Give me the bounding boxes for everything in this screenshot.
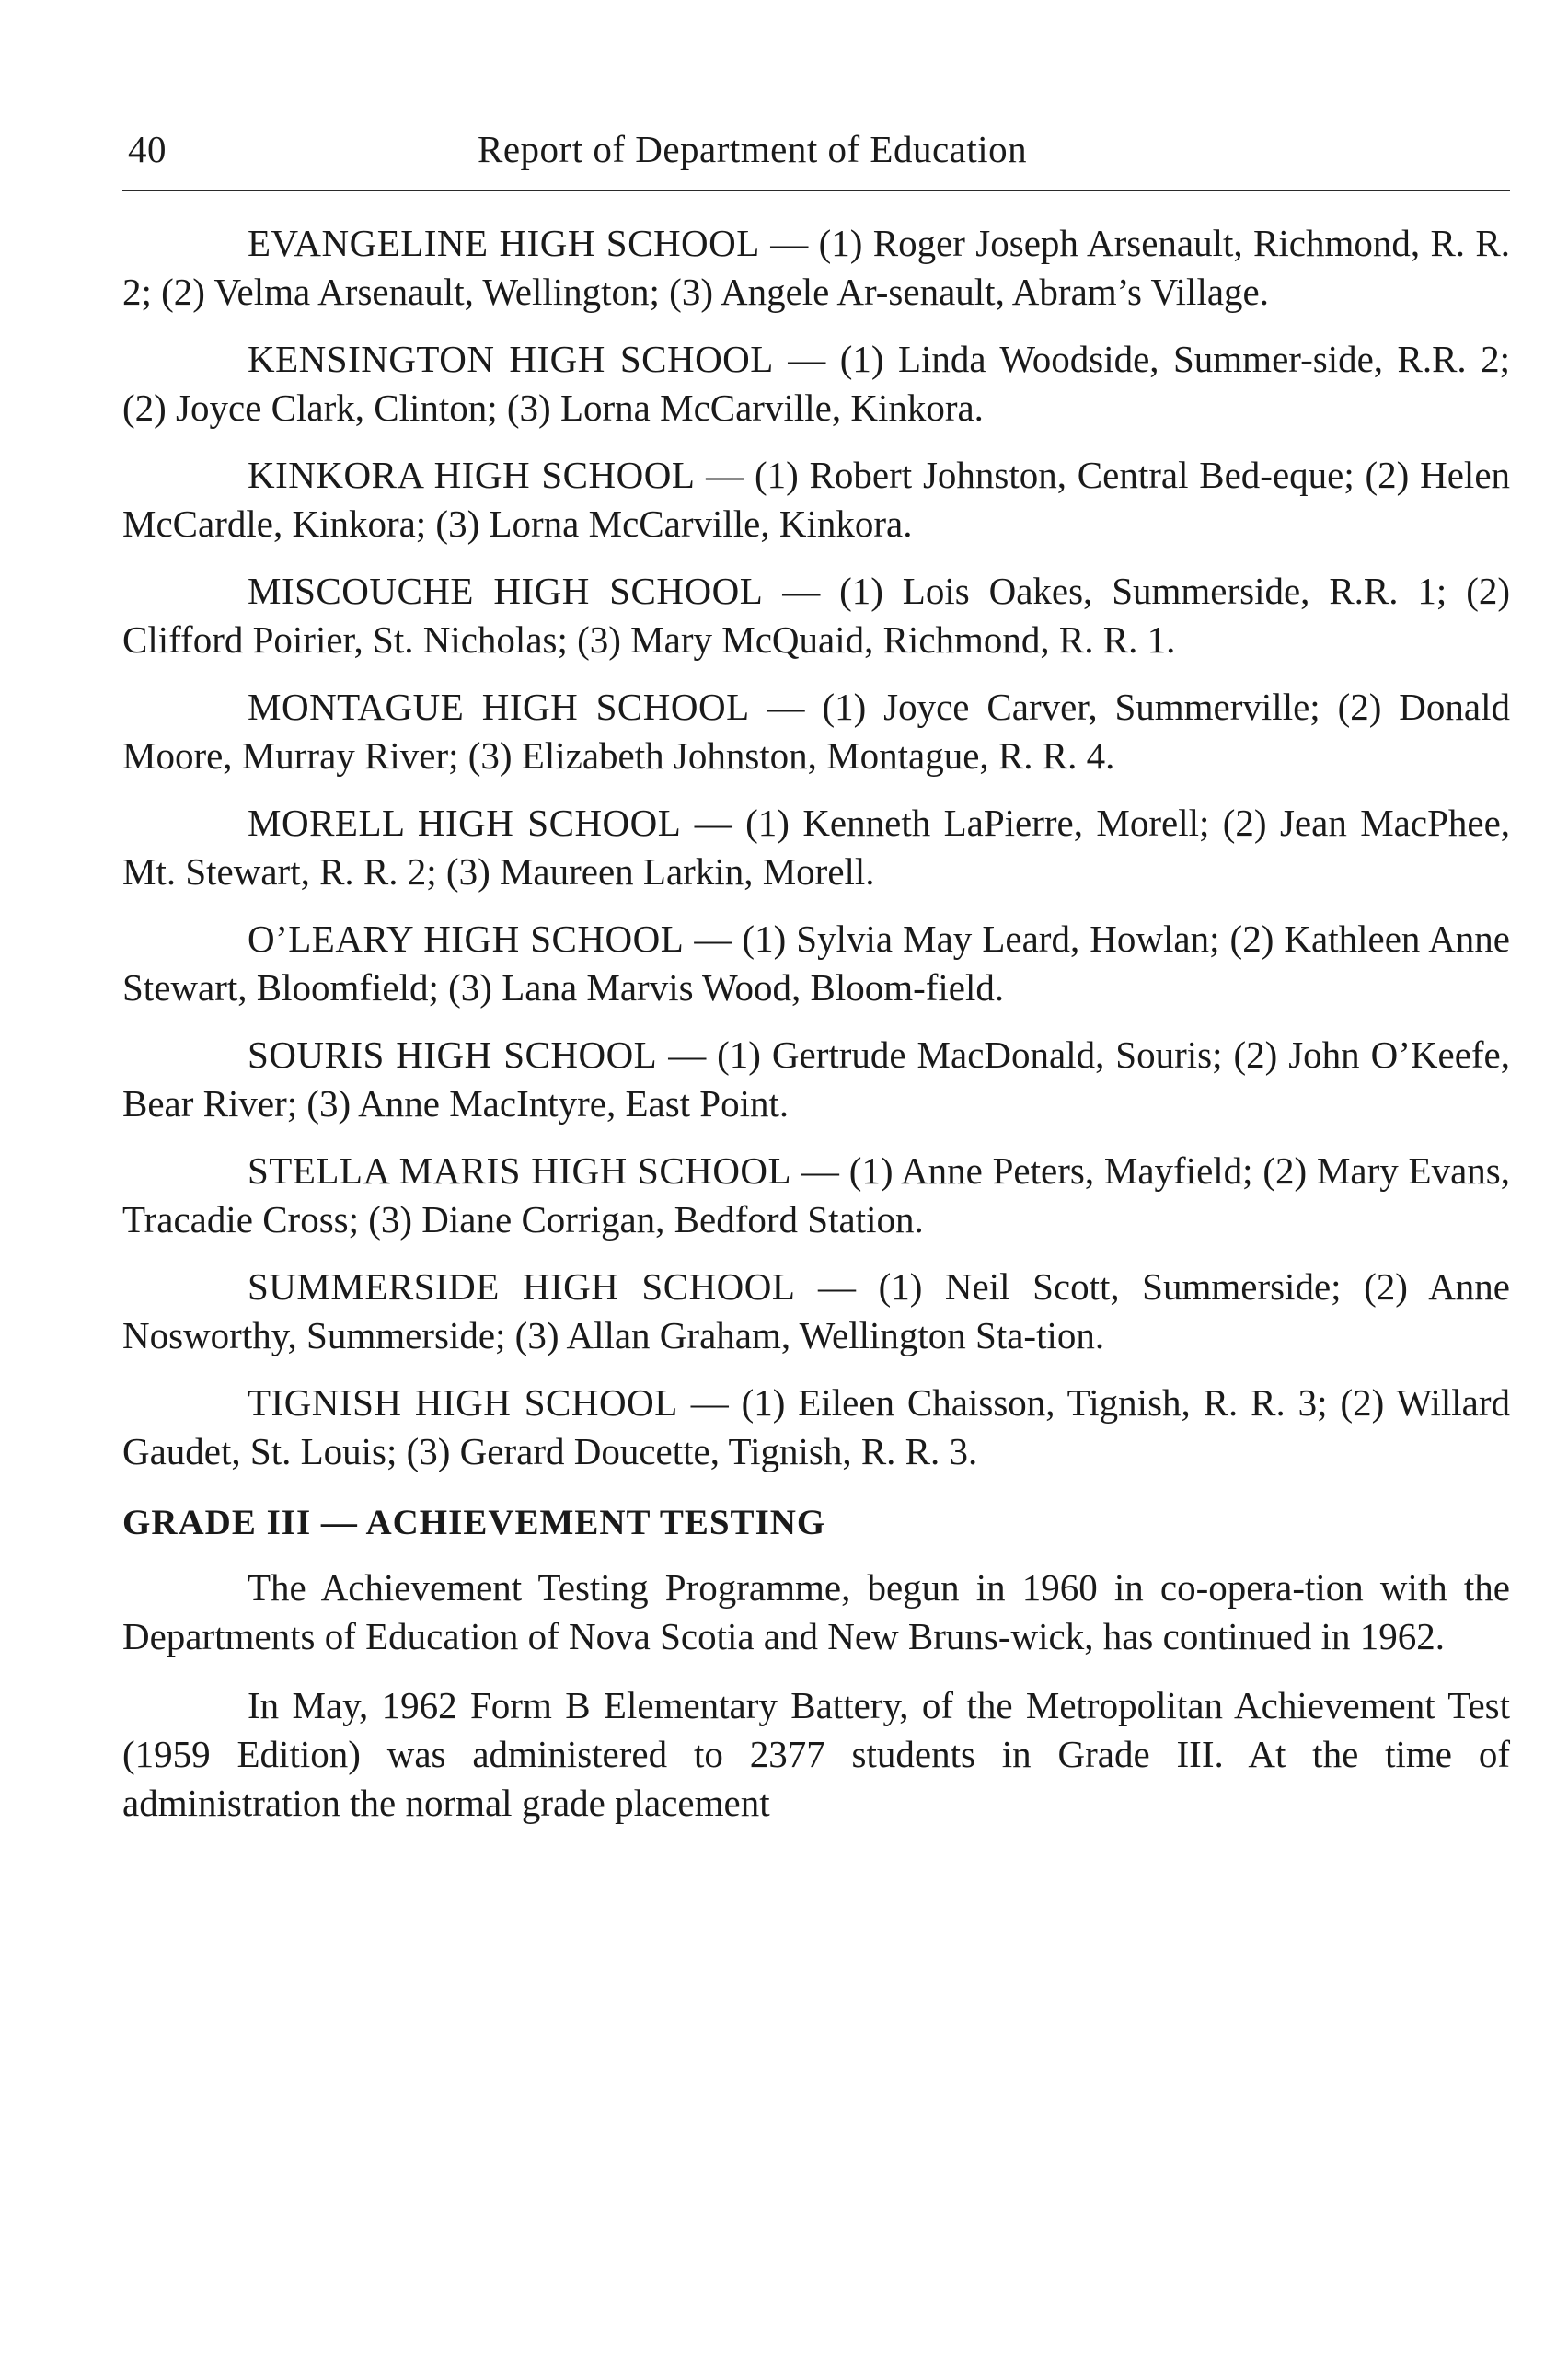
school-list [122,219,1510,1476]
em-dash: — [690,1381,729,1424]
award-list: (1) Lois Oakes, Summerside, R.R. 1; (2) Clifford Poirier, St. Nicholas; (3) Mary McQuaid, Richmond, R. R. 1. [122,570,1511,661]
school-entry [122,1263,1510,1360]
em-dash: — [818,1265,856,1308]
em-dash: — [801,1149,839,1192]
body-paragraph: In May, 1962 Form B Elementary Battery, of the Metropolitan Achievement Test (1959 Edition) was administered to 2377 students in Grade III. At the time of administration the normal grade placement [122,1684,1510,1824]
em-dash: — [668,1033,707,1076]
award-list: (1) Gertrude MacDonald, Souris; (2) John O’Keefe, Bear River; (3) Anne MacIntyre, East Point. [122,1033,1510,1125]
school-entry [122,1031,1510,1128]
school-entry [122,567,1510,664]
running-head: Report of Department of Education [478,128,1028,170]
section-heading: GRADE III — ACHIEVEMENT TESTING [122,1503,826,1542]
school-name: MORELL HIGH SCHOOL [248,802,682,844]
em-dash: — [782,570,821,612]
em-dash: — [706,454,744,496]
page-header [122,120,1510,177]
school-name: SOURIS HIGH SCHOOL [248,1033,658,1076]
award-list: (1) Linda Woodside, Summer-side, R.R. 2; (2) Joyce Clark, Clinton; (3) Lorna McCarville, Kinkora. [122,338,1511,429]
award-list: (1) Eileen Chaisson, Tignish, R. R. 3; (2) Willard Gaudet, St. Louis; (3) Gerard Doucette, Tignish, R. R. 3. [122,1381,1510,1472]
school-name: STELLA MARIS HIGH SCHOOL [248,1149,792,1192]
award-list: (1) Robert Johnston, Central Bed-eque; (2) Helen McCardle, Kinkora; (3) Lorna McCarville, Kinkora. [122,454,1511,545]
school-name: KENSINGTON HIGH SCHOOL [248,338,774,380]
header-rule [122,190,1510,191]
page-number: 40 [128,128,167,170]
school-entry [122,451,1510,548]
award-list: (1) Kenneth LaPierre, Morell; (2) Jean MacPhee, Mt. Stewart, R. R. 2; (3) Maureen Larkin, Morell. [122,802,1511,893]
em-dash: — [694,918,732,960]
school-entry [122,219,1510,317]
school-name: MISCOUCHE HIGH SCHOOL [248,570,764,612]
document-page [122,120,1510,1848]
school-name: O’LEARY HIGH SCHOOL [248,918,685,960]
school-name: TIGNISH HIGH SCHOOL [248,1381,678,1424]
award-list: (1) Neil Scott, Summerside; (2) Anne Nosworthy, Summerside; (3) Allan Graham, Wellington Sta-tion. [122,1265,1510,1356]
school-entry [122,1147,1510,1244]
school-entry [122,335,1510,433]
school-name: MONTAGUE HIGH SCHOOL [248,686,750,728]
school-entry [122,915,1510,1012]
school-name: KINKORA HIGH SCHOOL [248,454,696,496]
award-list: (1) Roger Joseph Arsenault, Richmond, R. R. 2; (2) Velma Arsenault, Wellington; (3) Angele Ar-senault, Abram’s Village. [122,222,1511,313]
em-dash: — [694,802,732,844]
award-list: (1) Sylvia May Leard, Howlan; (2) Kathleen Anne Stewart, Bloomfield; (3) Lana Marvis Wood, Bloom-field. [122,918,1511,1009]
school-entry [122,799,1510,896]
school-entry [122,683,1510,780]
award-list: (1) Joyce Carver, Summerville; (2) Donald Moore, Murray River; (3) Elizabeth Johnston, Montague, R. R. 4. [122,686,1510,777]
em-dash: — [788,338,826,380]
award-list: (1) Anne Peters, Mayfield; (2) Mary Evans, Tracadie Cross; (3) Diane Corrigan, Bedford Station. [122,1149,1510,1241]
em-dash: — [770,222,809,264]
em-dash: — [767,686,805,728]
body-paragraph: The Achievement Testing Programme, begun in 1960 in co-opera-tion with the Departments of Education of Nova Scotia and New Bruns-wick, has continued in 1962. [122,1566,1510,1657]
school-entry [122,1379,1510,1476]
school-name: EVANGELINE HIGH SCHOOL [248,222,760,264]
school-name: SUMMERSIDE HIGH SCHOOL [248,1265,796,1308]
